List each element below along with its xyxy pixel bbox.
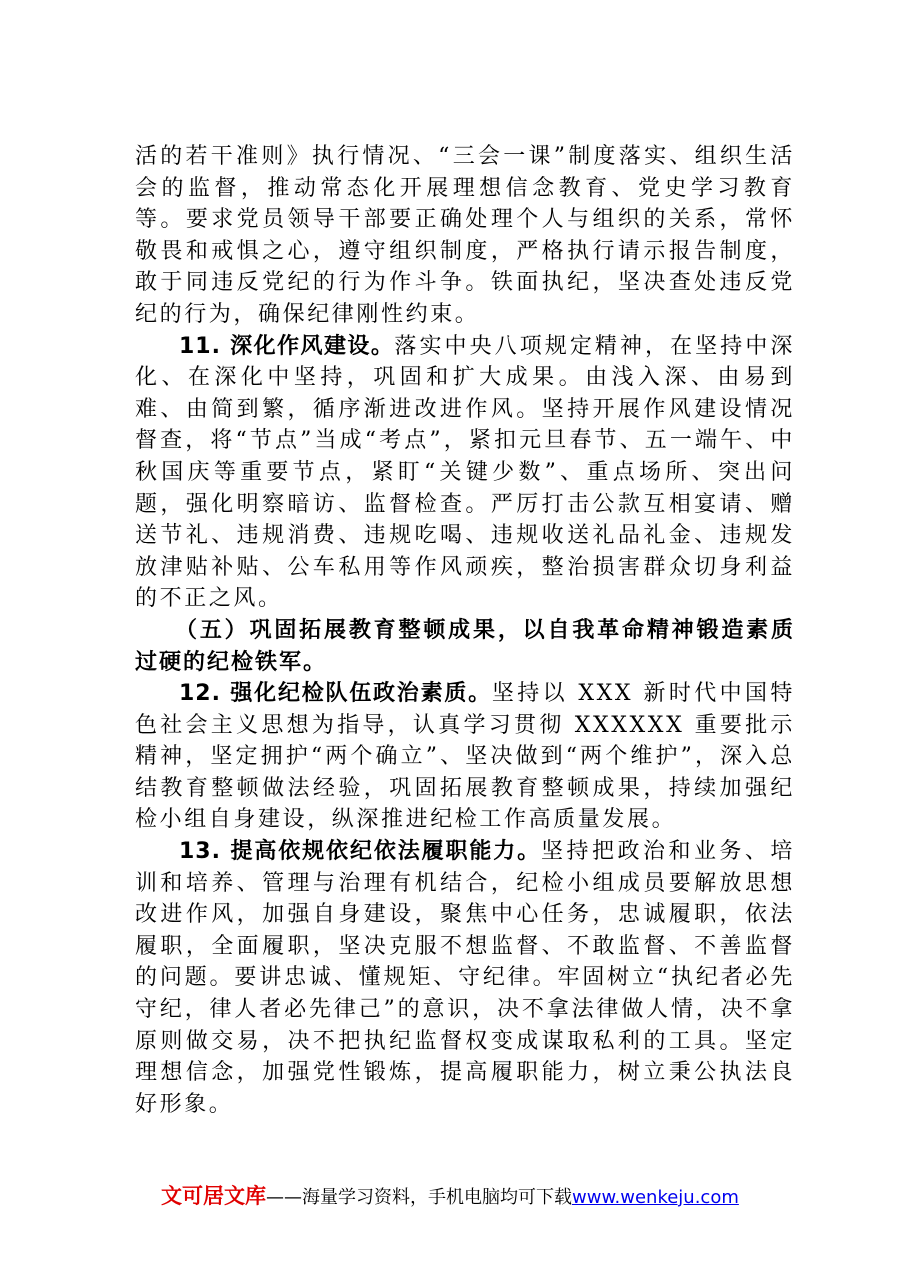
paragraph-item-13 [135,836,795,1120]
item-11-heading: 11. 深化作风建设。 [179,333,395,359]
paragraph-discipline-continued: 活的若干准则》执行情况、“三会一课”制度落实、组织生活会的监督，推动常态化开展理想信念教育、党史学习教育等。要求党员领导干部要正确处理个人与组织的关系，常怀敬畏和戒惧之心，遵守组织制度，严格执行请示报告制度，敢于同违反党纪的行为作斗争。铁面执纪，坚决查处违反党纪的行为，确保纪律刚性约束。 [135,144,795,327]
footer-brand: 文可居文库 [161,1184,266,1208]
section-heading-5: （五）巩固拓展教育整顿成果，以自我革命精神锻造素质过硬的纪检铁军。 [135,617,795,675]
document-body [135,141,795,1120]
item-11-body: 落实中央八项规定精神，在坚持中深化、在深化中坚持，巩固和扩大成果。由浅入深、由易到难、由简到繁，循序渐进改进作风。坚持开展作风建设情况督查，将“节点”当成“考点”，紧扣元旦春节、五一端午、中秋国庆等重要节点，紧盯“关键少数”、重点场所、突出问题，强化明察暗访、监督检查。严厉打击公款互相宴请、赠送节礼、违规消费、违规吃喝、违规收送礼品礼金、违规发放津贴补贴、公车私用等作风顽疾，整治损害群众切身利益的不正之风。 [135,333,795,612]
item-13-heading: 13. 提高依规依纪依法履职能力。 [179,839,542,865]
paragraph-item-12 [135,678,795,836]
footer-banner [161,1184,781,1210]
item-12-body: 坚持以 XXX 新时代中国特色社会主义思想为指导，认真学习贯彻 XXXXXX 重要批示精神，坚定拥护“两个确立”、坚决做到“两个维护”，深入总结教育整顿做法经验，巩固拓展教育整顿成果，持续加强纪检小组自身建设，纵深推进纪检工作高质量发展。 [135,681,795,833]
item-12-heading: 12. 强化纪检队伍政治素质。 [179,681,492,707]
footer-text: ——海量学习资料，手机电脑均可下载 [266,1187,572,1208]
item-13-body: 坚持把政治和业务、培训和培养、管理与治理有机结合，纪检小组成员要解放思想改进作风，加强自身建设，聚焦中心任务，忠诚履职，依法履职，全面履职，坚决克服不想监督、不敢监督、不善监督的问题。要讲忠诚、懂规矩、守纪律。牢固树立“执纪者必先守纪，律人者必先律己”的意识，决不拿法律做人情，决不拿原则做交易，决不把执纪监督权变成谋取私利的工具。坚定理想信念，加强党性锻炼，提高履职能力，树立秉公执法良好形象。 [135,839,795,1117]
paragraph-item-11 [135,331,795,615]
footer-website-link[interactable]: www.wenkeju.com [572,1187,739,1208]
